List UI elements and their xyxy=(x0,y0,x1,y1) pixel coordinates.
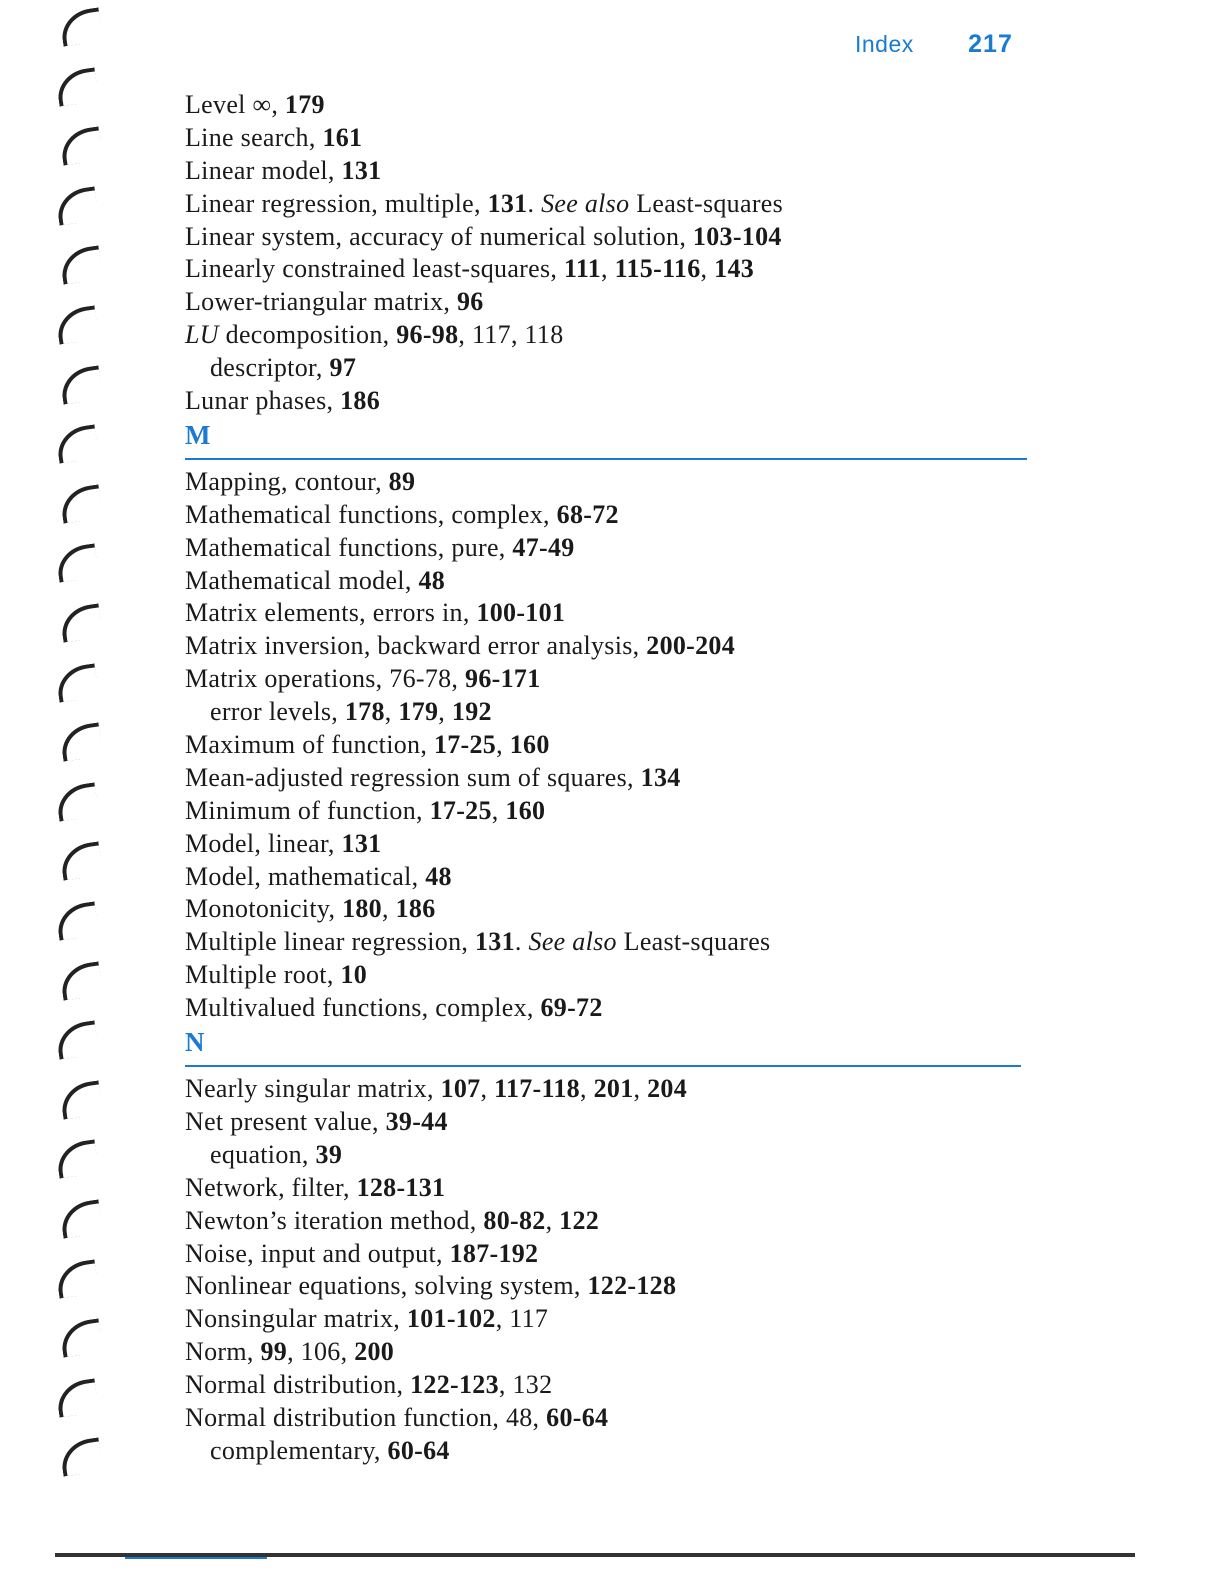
entry-text: Matrix operations, 76-78, xyxy=(185,664,466,694)
page-reference: 179 xyxy=(284,90,325,119)
index-entry xyxy=(185,122,1030,155)
entry-text: Linear model, xyxy=(185,155,342,185)
entry-text: Noise, input and output, xyxy=(185,1238,450,1268)
index-subentry xyxy=(185,352,1030,385)
entry-text: , xyxy=(545,1205,560,1235)
page-reference: 47-49 xyxy=(512,532,575,562)
page-reference: 204 xyxy=(647,1074,688,1104)
index-entry xyxy=(185,155,1030,188)
entry-text: Matrix inversion, backward error analysis, xyxy=(185,631,647,661)
index-entry xyxy=(185,1369,1030,1402)
page-reference: 97 xyxy=(329,353,357,383)
entry-text: Mean-adjusted regression sum of squares, xyxy=(185,762,641,792)
page-number: 217 xyxy=(968,30,1013,58)
page-reference: 201 xyxy=(593,1074,634,1104)
binding-ring xyxy=(55,305,99,344)
entry-text: . xyxy=(514,927,529,957)
page-reference: 101-102 xyxy=(406,1304,496,1334)
page-reference: 68-72 xyxy=(556,499,619,529)
binding-ring xyxy=(55,901,99,940)
binding-ring xyxy=(55,1021,99,1060)
index-entry xyxy=(185,221,1030,254)
page-reference: 60-64 xyxy=(387,1435,450,1465)
entry-text: , 117 xyxy=(495,1304,549,1334)
entry-text: Mapping, contour, xyxy=(185,466,389,496)
entry-text: Multivalued functions, complex, xyxy=(185,993,541,1023)
index-entry xyxy=(185,1106,1030,1139)
entry-text: Least-squares xyxy=(616,927,771,957)
entry-text: , xyxy=(633,1074,648,1104)
index-entry xyxy=(185,762,1030,795)
binding-ring xyxy=(59,246,103,285)
index-entry xyxy=(185,1172,1030,1205)
index-entry xyxy=(185,565,1030,598)
index-entry xyxy=(185,188,1030,221)
entry-text: Model, mathematical, xyxy=(185,861,426,891)
binding-ring xyxy=(59,723,103,762)
entry-text: , 106, xyxy=(287,1337,355,1367)
page-reference: 180 xyxy=(342,894,382,924)
page-reference: 96 xyxy=(456,287,484,317)
binding-ring xyxy=(55,67,99,106)
index-entry xyxy=(185,532,1030,565)
section-letter-m: M xyxy=(185,418,1027,460)
entry-text: Maximum of function, xyxy=(185,730,434,760)
binding-ring xyxy=(59,365,103,404)
binding-ring xyxy=(59,1080,103,1119)
entry-text: , xyxy=(601,254,615,284)
entry-text: Mathematical functions, pure, xyxy=(185,532,513,562)
index-entry xyxy=(185,597,1030,630)
italic-text: LU xyxy=(185,320,219,350)
entry-text: , xyxy=(700,254,715,284)
entry-text: Lower-triangular matrix, xyxy=(185,287,457,317)
entry-text: Normal distribution, xyxy=(185,1370,411,1400)
index-entry xyxy=(185,1073,1030,1106)
index-entry xyxy=(185,992,1030,1025)
index-entry xyxy=(185,319,1030,352)
page-reference: 96-171 xyxy=(465,664,541,694)
index-subentry xyxy=(185,1435,1030,1468)
index-entry xyxy=(185,630,1030,663)
page-reference: 192 xyxy=(451,697,492,727)
index-subentry xyxy=(185,1139,1030,1172)
index-entry xyxy=(185,253,1030,286)
page-reference: 131 xyxy=(475,927,515,957)
binding-ring xyxy=(55,782,99,821)
footer-accent-rule xyxy=(125,1557,267,1559)
page-reference: 178 xyxy=(344,697,385,727)
page-reference: 100-101 xyxy=(476,598,566,628)
entry-text: , xyxy=(491,795,506,825)
binding-ring xyxy=(55,186,99,225)
entry-text: Linearly constrained least-squares, xyxy=(185,254,564,284)
italic-text: See also xyxy=(528,927,617,957)
entry-text: Monotonicity, xyxy=(185,894,343,924)
entry-text: Norm, xyxy=(185,1337,261,1367)
binding-ring xyxy=(59,7,103,46)
binding-ring xyxy=(59,1438,103,1477)
entry-text: Level ∞, xyxy=(185,90,285,119)
page-reference: 17-25 xyxy=(429,795,492,825)
binding-ring xyxy=(55,1259,99,1298)
page-reference: 186 xyxy=(395,894,436,924)
entry-text: complementary, xyxy=(210,1435,388,1465)
index-entry xyxy=(185,861,1030,894)
entry-text: Multiple linear regression, xyxy=(185,927,475,957)
index-entry xyxy=(185,286,1030,319)
page-reference: 111 xyxy=(564,254,602,284)
index-entry xyxy=(185,499,1030,532)
entry-text: Newton’s iteration method, xyxy=(185,1205,484,1235)
entry-text: , xyxy=(579,1074,594,1104)
entry-text: error levels, xyxy=(210,697,345,727)
binding-ring xyxy=(55,1378,99,1417)
entry-text: Linear system, accuracy of numerical solution, xyxy=(185,221,693,251)
page-reference: 160 xyxy=(505,795,546,825)
running-head-section: Index xyxy=(855,31,914,57)
index-entry xyxy=(185,1336,1030,1369)
page-reference: 48 xyxy=(425,861,452,891)
index-entry xyxy=(185,893,1030,926)
entry-text: equation, xyxy=(210,1139,316,1169)
entry-text: Nonsingular matrix, xyxy=(185,1304,407,1334)
page-reference: 131 xyxy=(341,828,382,858)
page-reference: 10 xyxy=(340,960,368,990)
page-reference: 117-118 xyxy=(494,1074,580,1104)
index-entry xyxy=(185,663,1030,696)
page-reference: 161 xyxy=(322,122,363,152)
page-reference: 134 xyxy=(640,762,681,792)
entry-text: Minimum of function, xyxy=(185,795,430,825)
entry-text: Lunar phases, xyxy=(185,386,341,416)
page-reference: 115-116 xyxy=(614,254,701,284)
index-subentry xyxy=(185,696,1030,729)
page-reference: 200 xyxy=(354,1337,395,1367)
entry-text: , xyxy=(384,697,399,727)
binding-ring xyxy=(55,663,99,702)
entry-text: decomposition, xyxy=(218,320,397,350)
entry-text: , xyxy=(438,697,452,727)
entry-text: , xyxy=(496,730,510,760)
spiral-binding xyxy=(55,0,115,1584)
page-reference: 160 xyxy=(509,730,550,760)
entry-text: descriptor, xyxy=(210,353,330,383)
binding-ring xyxy=(59,1199,103,1238)
page-reference: 187-192 xyxy=(449,1238,539,1268)
page-reference: 122-123 xyxy=(410,1370,499,1400)
entry-text: Net present value, xyxy=(185,1106,386,1136)
page-reference: 60-64 xyxy=(546,1402,609,1432)
page-reference: 17-25 xyxy=(433,730,497,760)
entry-text: . xyxy=(527,188,542,218)
binding-ring xyxy=(55,425,99,464)
page-reference: 131 xyxy=(487,188,528,218)
entry-text: Model, linear, xyxy=(185,828,342,858)
binding-ring xyxy=(59,1319,103,1358)
index-entry xyxy=(185,729,1030,762)
page-reference: 96-98 xyxy=(396,320,459,350)
entry-text: Line search, xyxy=(185,122,323,152)
binding-ring xyxy=(59,484,103,523)
index-entry xyxy=(185,1238,1030,1271)
index-entry xyxy=(185,828,1030,861)
entry-text: Multiple root, xyxy=(185,960,341,990)
entry-text: , xyxy=(480,1074,495,1104)
binding-ring xyxy=(59,127,103,166)
entry-text: Nonlinear equations, solving system, xyxy=(185,1271,588,1301)
index-entry xyxy=(185,926,1030,959)
page-reference: 128-131 xyxy=(356,1172,446,1202)
entry-text: , 117, 118 xyxy=(458,320,564,350)
index-list xyxy=(185,89,1030,1468)
page-reference: 39-44 xyxy=(385,1106,448,1136)
page-reference: 186 xyxy=(340,386,381,416)
page-reference: 143 xyxy=(714,254,755,284)
page-reference: 200-204 xyxy=(646,631,736,661)
page-reference: 179 xyxy=(398,697,439,727)
page-reference: 103-104 xyxy=(692,221,782,251)
page-reference: 131 xyxy=(341,155,382,185)
entry-text: Mathematical model, xyxy=(185,565,419,595)
page-reference: 69-72 xyxy=(540,993,603,1023)
entry-text: Mathematical functions, complex, xyxy=(185,499,557,529)
page-reference: 89 xyxy=(388,466,416,496)
binding-ring xyxy=(55,544,99,583)
page-reference: 80-82 xyxy=(483,1205,546,1235)
entry-text: Network, filter, xyxy=(185,1172,357,1202)
page-reference: 122 xyxy=(559,1205,600,1235)
binding-ring xyxy=(59,961,103,1000)
index-entry xyxy=(185,959,1030,992)
binding-ring xyxy=(59,842,103,881)
entry-text: Normal distribution function, 48, xyxy=(185,1402,547,1432)
index-entry xyxy=(185,1402,1030,1435)
entry-text: , xyxy=(381,894,396,924)
page-reference: 48 xyxy=(418,565,446,595)
page-reference: 99 xyxy=(260,1337,288,1367)
entry-text: Nearly singular matrix, xyxy=(185,1074,441,1104)
index-entry xyxy=(185,1205,1030,1238)
binding-ring xyxy=(59,603,103,642)
index-entry xyxy=(185,1303,1030,1336)
page-reference: 122-128 xyxy=(587,1271,677,1301)
binding-ring xyxy=(55,1140,99,1179)
page-reference: 39 xyxy=(315,1139,343,1169)
index-entry xyxy=(185,89,1030,122)
italic-text: See also xyxy=(541,188,630,218)
index-entry xyxy=(185,385,1030,418)
entry-text: , 132 xyxy=(498,1370,553,1400)
entry-text: Least-squares xyxy=(629,188,784,218)
entry-text: Matrix elements, errors in, xyxy=(185,598,477,628)
index-entry xyxy=(185,795,1030,828)
index-entry xyxy=(185,1270,1030,1303)
running-head xyxy=(855,30,1013,59)
section-letter-n: N xyxy=(185,1025,1021,1067)
index-entry xyxy=(185,466,1030,499)
entry-text: Linear regression, multiple, xyxy=(185,188,488,218)
page-reference: 107 xyxy=(440,1074,481,1104)
